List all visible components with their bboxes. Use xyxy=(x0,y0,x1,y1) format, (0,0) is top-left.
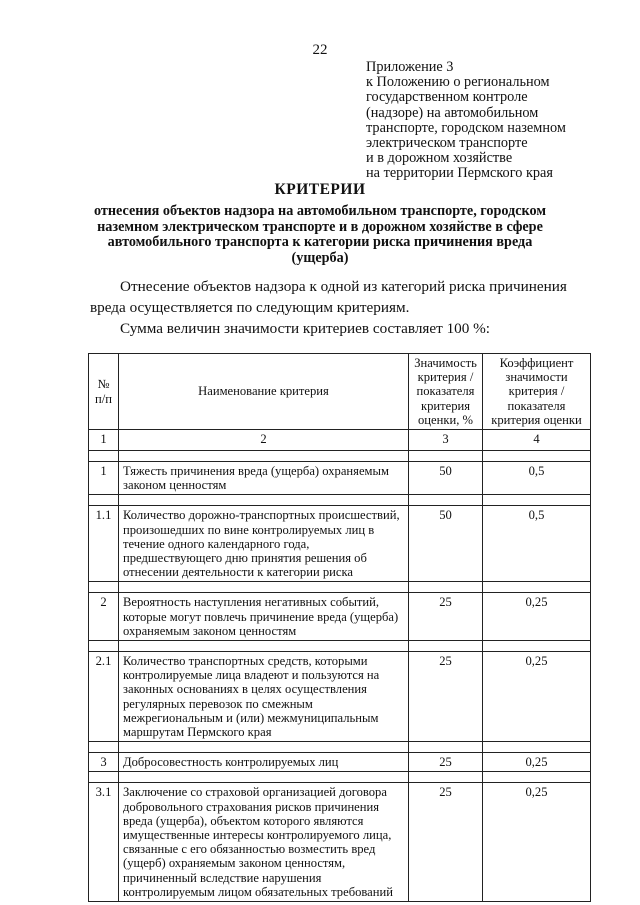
criterion-number: 3.1 xyxy=(89,783,119,902)
criterion-number: 2 xyxy=(89,593,119,641)
table-row xyxy=(89,652,591,742)
appendix-line: транспорте, городском наземном xyxy=(366,119,566,136)
criterion-significance: 25 xyxy=(409,593,483,641)
row-spacer xyxy=(89,641,591,652)
criterion-coefficient: 0,25 xyxy=(483,593,591,641)
column-number: 2 xyxy=(119,430,409,451)
appendix-line: и в дорожном хозяйстве xyxy=(366,150,513,167)
header-significance: Значимость критерия / показателя критерия оценки, % xyxy=(409,354,483,430)
spacer-cell xyxy=(119,582,409,593)
table-row xyxy=(89,753,591,772)
intro-paragraph: Отнесение объектов надзора к одной из категорий риска причинения вреда осуществляется по следующим критериям. xyxy=(90,278,567,316)
spacer-cell xyxy=(483,742,591,753)
document-title: КРИТЕРИИ xyxy=(274,181,366,198)
criterion-coefficient: 0,25 xyxy=(483,753,591,772)
row-spacer xyxy=(89,451,591,462)
table-row xyxy=(89,506,591,582)
spacer-cell xyxy=(409,495,483,506)
criterion-name: Количество транспортных средств, которыми контролируемые лица владеют и пользуются на законных основаниях в целях осуществления регулярных перевозок по смежным межрегиональным и (или) межмуниципальным маршрутам Пермского края xyxy=(119,652,409,742)
spacer-cell xyxy=(409,451,483,462)
spacer-cell xyxy=(119,495,409,506)
spacer-cell xyxy=(483,582,591,593)
spacer-cell xyxy=(89,495,119,506)
criterion-significance: 25 xyxy=(409,783,483,902)
spacer-cell xyxy=(409,742,483,753)
criterion-number: 1.1 xyxy=(89,506,119,582)
criterion-coefficient: 0,25 xyxy=(483,652,591,742)
column-number: 1 xyxy=(89,430,119,451)
document-subtitle xyxy=(80,204,560,266)
criterion-name: Количество дорожно-транспортных происшествий, произошедших по вине контролируемых лиц в течение одного календарного года, предшествующего дню принятия решения об отнесении деятельности к категории риска xyxy=(119,506,409,582)
spacer-cell xyxy=(89,641,119,652)
column-number-row xyxy=(89,430,591,451)
spacer-cell xyxy=(483,451,591,462)
table-row xyxy=(89,462,591,495)
spacer-cell xyxy=(409,641,483,652)
criterion-number: 1 xyxy=(89,462,119,495)
column-number: 4 xyxy=(483,430,591,451)
spacer-cell xyxy=(483,495,591,506)
appendix-line: Приложение 3 xyxy=(366,59,454,75)
appendix-line: (надзоре) на автомобильном xyxy=(366,104,539,121)
header-name: Наименование критерия xyxy=(119,354,409,430)
spacer-cell xyxy=(483,641,591,652)
criterion-name: Заключение со страховой организацией договора добровольного страхования рисков причинения вреда (ущерба), объектом которого являются имущественные интересы контролируемого лица, связанные с его обязанностью возместить вред (ущерб) охраняемым законом ценностям, причиненный вследствие нарушения контролируемым лицом обязательных требований xyxy=(119,783,409,902)
sum-paragraph: Сумма величин значимости критериев составляет 100 %: xyxy=(120,320,491,337)
appendix-block xyxy=(366,60,626,182)
spacer-cell xyxy=(89,451,119,462)
criterion-coefficient: 0,5 xyxy=(483,462,591,495)
subtitle-line: наземном электрическом транспорте и в дорожном хозяйстве в сфере xyxy=(97,218,543,235)
criterion-number: 3 xyxy=(89,753,119,772)
criterion-name: Вероятность наступления негативных событий, которые могут повлечь причинение вреда (ущерба) охраняемым законом ценностям xyxy=(119,593,409,641)
spacer-cell xyxy=(89,772,119,783)
spacer-cell xyxy=(483,772,591,783)
appendix-line: государственном контроле xyxy=(366,89,528,106)
subtitle-line: (ущерба) xyxy=(291,249,349,266)
criterion-significance: 50 xyxy=(409,506,483,582)
row-spacer xyxy=(89,742,591,753)
header-num: № п/п xyxy=(89,354,119,430)
column-number: 3 xyxy=(409,430,483,451)
row-spacer xyxy=(89,582,591,593)
appendix-line: электрическом транспорте xyxy=(366,135,528,152)
criterion-name: Добросовестность контролируемых лиц xyxy=(119,753,409,772)
spacer-cell xyxy=(409,772,483,783)
appendix-line: к Положению о региональном xyxy=(366,74,550,91)
criterion-name: Тяжесть причинения вреда (ущерба) охраняемым законом ценностям xyxy=(119,462,409,495)
criterion-significance: 25 xyxy=(409,652,483,742)
criterion-significance: 50 xyxy=(409,462,483,495)
spacer-cell xyxy=(89,582,119,593)
table-row xyxy=(89,593,591,641)
page-number: 22 xyxy=(312,42,328,58)
subtitle-line: автомобильного транспорта к категории риска причинения вреда xyxy=(107,234,533,250)
table-row xyxy=(89,783,591,902)
spacer-cell xyxy=(119,742,409,753)
row-spacer xyxy=(89,495,591,506)
spacer-cell xyxy=(89,742,119,753)
spacer-cell xyxy=(119,641,409,652)
criterion-significance: 25 xyxy=(409,753,483,772)
criterion-coefficient: 0,25 xyxy=(483,783,591,902)
appendix-line: на территории Пермского края xyxy=(366,165,553,182)
table-header-row xyxy=(89,354,591,430)
row-spacer xyxy=(89,772,591,783)
spacer-cell xyxy=(119,772,409,783)
header-coefficient: Коэффициент значимости критерия / показателя критерия оценки xyxy=(483,354,591,430)
spacer-cell xyxy=(119,451,409,462)
criterion-coefficient: 0,5 xyxy=(483,506,591,582)
criterion-number: 2.1 xyxy=(89,652,119,742)
spacer-cell xyxy=(409,582,483,593)
criteria-table xyxy=(88,353,591,902)
subtitle-line: отнесения объектов надзора на автомобильном транспорте, городском xyxy=(94,203,546,219)
